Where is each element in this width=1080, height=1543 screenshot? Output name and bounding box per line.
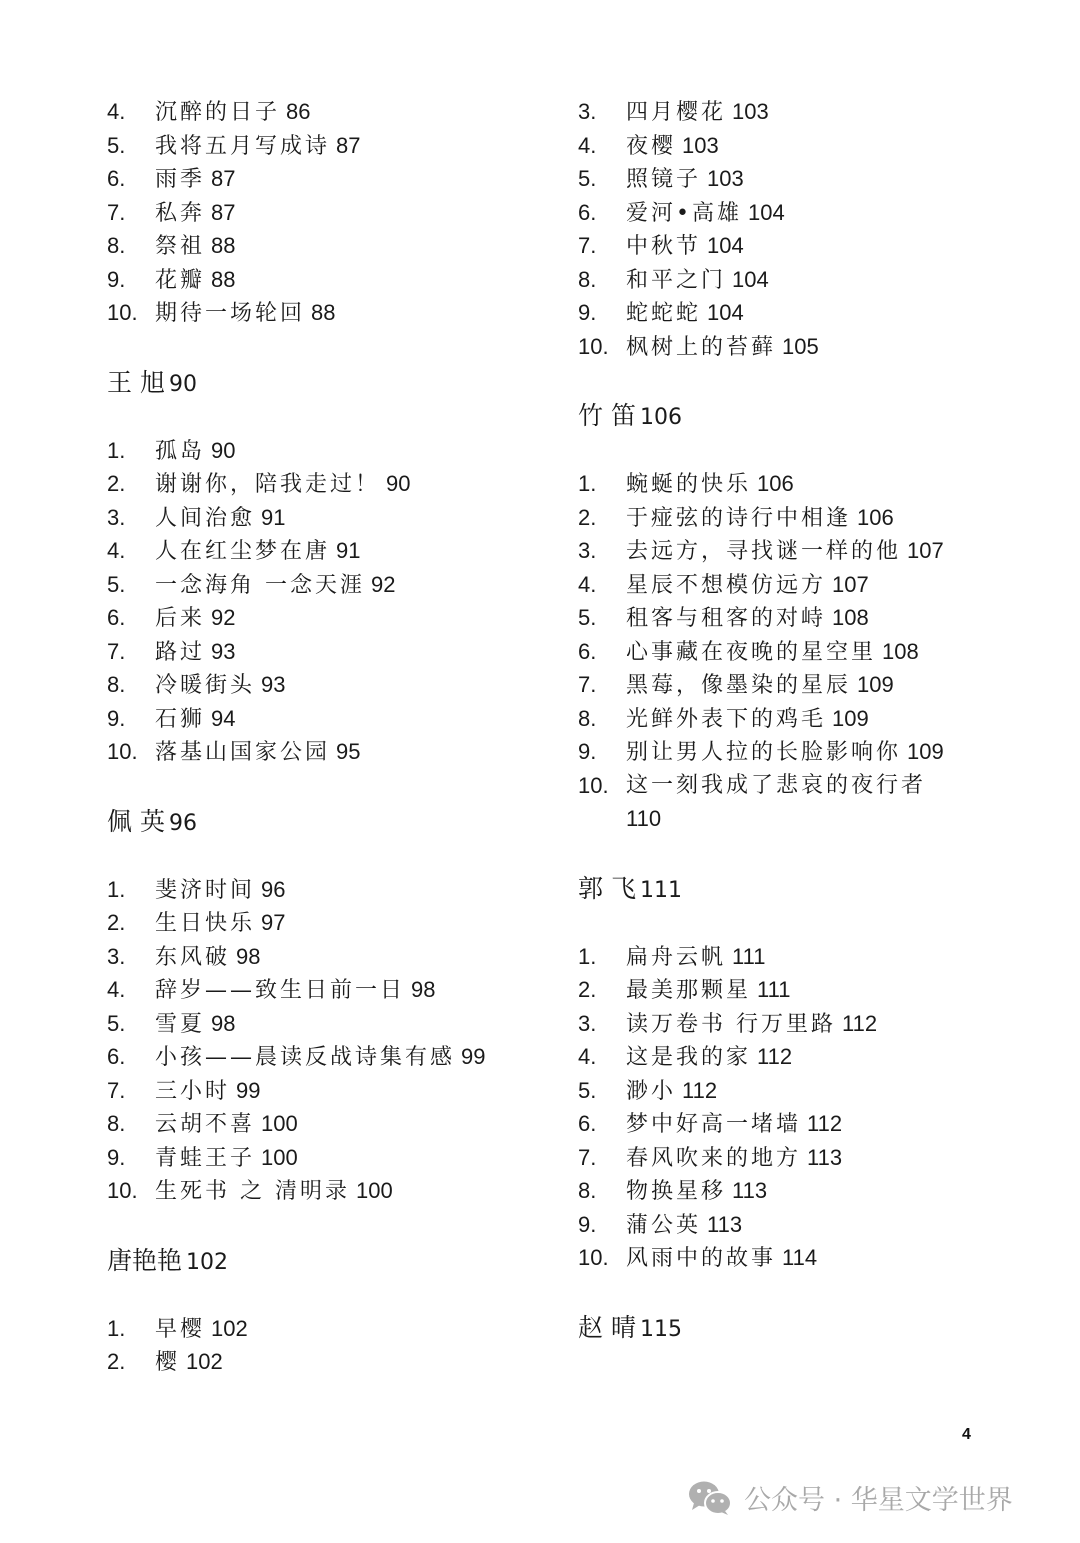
entry-page: 99 (461, 1044, 486, 1069)
watermark-text: 公众号 · 华星文学世界 (744, 1485, 1013, 1516)
entry-title: 孤岛 (155, 438, 206, 464)
author-heading (578, 399, 998, 433)
entry-title: 东风破 (155, 944, 231, 970)
author-page: 115 (639, 1316, 682, 1342)
toc-entry (578, 1040, 998, 1074)
toc-entry (107, 534, 547, 568)
author-page: 90 (168, 371, 197, 397)
toc-entry (578, 635, 998, 669)
author-name: 佩 英 (107, 806, 165, 836)
entry-number: 9. (107, 266, 126, 292)
entry-number: 9. (578, 1211, 597, 1237)
entry-title: 雪夏 (155, 1011, 206, 1037)
entry-number: 6. (578, 199, 597, 225)
toc-entry (578, 702, 998, 736)
entry-title: 石狮 (155, 706, 206, 732)
toc-entry (578, 534, 998, 568)
entry-page: 112 (807, 1111, 843, 1136)
entry-title: 辞岁——致生日前一日 (155, 978, 406, 1003)
entry-title: 扁舟云帆 (626, 944, 727, 970)
entry-title: 中秋节 (626, 234, 702, 259)
toc-entry (578, 1174, 998, 1208)
entry-page: 112 (757, 1044, 793, 1069)
entry-number: 6. (107, 166, 126, 191)
toc-left-column (107, 95, 547, 1379)
entry-number: 6. (578, 1111, 597, 1136)
entry-title: 风雨中的故事 (626, 1246, 777, 1271)
entry-number: 9. (578, 300, 597, 325)
entry-title: 人在红尘梦在唐 (155, 539, 331, 564)
entry-number: 10. (107, 300, 138, 325)
entry-number: 8. (107, 672, 126, 697)
entry-page: 88 (211, 233, 236, 258)
entry-title: 和平之门 (626, 267, 727, 293)
entry-number: 7. (578, 233, 597, 258)
entry-page: 103 (732, 99, 769, 124)
toc-entry (107, 296, 547, 330)
entry-page: 106 (757, 471, 794, 496)
entry-page: 90 (211, 437, 236, 463)
entry-page: 111 (757, 977, 791, 1002)
entry-number: 3. (107, 504, 126, 530)
toc-entry (578, 973, 998, 1007)
entry-title: 生死书 之 清明录 (155, 1179, 350, 1204)
entry-title: 夜樱 (626, 133, 677, 159)
entry-title: 于痖弦的诗行中相逢 (626, 505, 852, 531)
toc-entry (107, 735, 547, 769)
toc-entry (578, 1107, 998, 1141)
entry-number: 8. (578, 1178, 597, 1203)
entry-page: 98 (211, 1010, 236, 1036)
entry-page: 100 (356, 1178, 393, 1203)
entry-page: 92 (211, 605, 236, 630)
entry-number: 4. (107, 538, 126, 563)
entry-number: 5. (578, 1077, 597, 1103)
entry-page: 109 (857, 672, 894, 697)
toc-entry (107, 501, 547, 535)
toc-entry (107, 1141, 547, 1175)
entry-title: 租客与租客的对峙 (626, 606, 827, 631)
entry-title: 云胡不喜 (155, 1112, 256, 1137)
entry-page: 98 (236, 943, 261, 969)
toc-entry (578, 95, 998, 129)
entry-page: 94 (211, 705, 236, 731)
entry-title: 早樱 (155, 1316, 206, 1342)
entry-page: 100 (261, 1144, 298, 1170)
entry-page: 109 (832, 705, 869, 731)
entry-title: 去远方，寻找谜一样的他 (626, 539, 902, 564)
entry-page: 87 (336, 132, 361, 158)
entry-number: 10. (578, 1245, 609, 1270)
entry-number: 7. (107, 1077, 126, 1103)
entry-title: 渺小 (626, 1078, 677, 1104)
entry-number: 2. (107, 471, 126, 496)
entry-page: 113 (732, 1178, 768, 1203)
watermark (688, 1478, 1013, 1517)
toc-entry (578, 1074, 998, 1108)
entry-title: 蒲公英 (626, 1212, 702, 1238)
toc-entry (107, 196, 547, 230)
entry-number: 8. (578, 266, 597, 292)
entry-title: 青蛙王子 (155, 1145, 256, 1171)
entry-title: 一念海角 一念天涯 (155, 572, 365, 598)
entry-title: 谢谢你，陪我走过！ (155, 472, 381, 497)
entry-number: 1. (578, 943, 597, 969)
author-heading (107, 1244, 547, 1278)
entry-number: 10. (578, 333, 609, 359)
entry-number: 1. (578, 471, 597, 496)
entry-page: 98 (411, 977, 436, 1002)
entry-page: 87 (211, 199, 236, 225)
entry-page: 96 (261, 876, 286, 902)
entry-number: 2. (107, 910, 126, 935)
toc-right-column (578, 95, 998, 1379)
entry-title: 三小时 (155, 1078, 231, 1104)
toc-entry (107, 906, 547, 940)
toc-entry (107, 1345, 547, 1379)
entry-number: 4. (107, 99, 126, 124)
entry-page: 106 (857, 504, 894, 530)
author-name: 王 旭 (107, 367, 165, 397)
toc-entry (107, 467, 547, 501)
entry-page: 111 (732, 943, 766, 969)
toc-entry (578, 196, 998, 230)
entry-title: 斐济时间 (155, 877, 256, 903)
toc-entry (107, 263, 547, 297)
toc-entry (107, 568, 547, 602)
entry-title: 生日快乐 (155, 911, 256, 936)
entry-number: 10. (107, 1178, 138, 1203)
entry-number: 7. (578, 672, 597, 697)
entry-number: 5. (578, 605, 597, 630)
entry-title: 梦中好高一堵墙 (626, 1112, 802, 1137)
entry-page: 103 (707, 166, 744, 191)
entry-number: 10. (578, 772, 609, 798)
toc-entry (107, 129, 547, 163)
entry-title: 这是我的家 (626, 1045, 752, 1070)
entry-number: 6. (578, 638, 597, 664)
entry-page: 92 (371, 571, 396, 597)
entry-number: 6. (107, 605, 126, 630)
entry-number: 3. (578, 99, 597, 124)
entry-number: 3. (107, 943, 126, 969)
entry-number: 8. (578, 705, 597, 731)
toc-entry (578, 769, 998, 836)
author-heading (107, 805, 547, 839)
entry-page: 95 (336, 739, 361, 764)
entry-title: 私奔 (155, 200, 206, 226)
entry-title: 这一刻我成了悲哀的夜行者 (626, 772, 927, 798)
entry-title: 读万卷书 行万里路 (626, 1011, 836, 1037)
entry-page: 107 (832, 571, 869, 597)
toc-entry (578, 501, 998, 535)
entry-page: 88 (211, 266, 236, 292)
entry-title: 爱河•高雄 (626, 200, 742, 226)
entry-page: 103 (682, 132, 719, 158)
toc-entry (578, 668, 998, 702)
entry-page: 93 (211, 638, 236, 664)
author-name: 郭 飞 (578, 873, 636, 903)
entry-number: 9. (578, 739, 597, 764)
entry-page: 113 (807, 1144, 843, 1170)
toc-entry (578, 1208, 998, 1242)
entry-title: 蛇蛇蛇 (626, 301, 702, 326)
entry-title: 光鲜外表下的鸡毛 (626, 706, 827, 732)
entry-number: 7. (578, 1144, 597, 1170)
entry-title: 小孩——晨读反战诗集有感 (155, 1045, 456, 1070)
toc-entry (578, 162, 998, 196)
wechat-icon (688, 1480, 732, 1516)
toc-entry (107, 635, 547, 669)
entry-title: 最美那颗星 (626, 978, 752, 1003)
entry-number: 2. (107, 1349, 126, 1374)
page-number: 4 (962, 1426, 971, 1443)
toc-entry (107, 1174, 547, 1208)
toc-entry (107, 1107, 547, 1141)
entry-number: 4. (578, 1044, 597, 1069)
entry-number: 7. (107, 199, 126, 225)
entry-page: 86 (286, 99, 311, 124)
toc-entry (107, 434, 547, 468)
entry-title: 春风吹来的地方 (626, 1145, 802, 1171)
toc-entry (107, 229, 547, 263)
toc-entry (107, 95, 547, 129)
entry-page: 109 (907, 739, 944, 764)
toc-entry (107, 1074, 547, 1108)
toc-entry (578, 568, 998, 602)
entry-title: 期待一场轮回 (155, 301, 306, 326)
entry-number: 5. (107, 1010, 126, 1036)
entry-page: 104 (732, 266, 769, 292)
entry-title: 后来 (155, 606, 206, 631)
author-heading (578, 872, 998, 906)
entry-page: 100 (261, 1111, 298, 1136)
entry-title: 蜿蜒的快乐 (626, 472, 752, 497)
author-name: 竹 笛 (578, 401, 636, 430)
entry-number: 9. (107, 1144, 126, 1170)
entry-page: 97 (261, 910, 286, 935)
entry-page: 112 (682, 1077, 718, 1103)
author-heading (578, 1311, 998, 1345)
entry-page: 112 (842, 1010, 878, 1036)
entry-number: 9. (107, 705, 126, 731)
toc-entry (578, 129, 998, 163)
entry-page: 91 (336, 538, 361, 563)
toc-entry (107, 702, 547, 736)
toc-entry (107, 973, 547, 1007)
entry-title: 照镜子 (626, 167, 702, 192)
entry-page: 102 (186, 1349, 223, 1374)
entry-title: 黑莓，像墨染的星辰 (626, 673, 852, 698)
toc-entry (578, 296, 998, 330)
toc-entry (578, 263, 998, 297)
entry-page: 104 (747, 199, 785, 225)
author-name: 赵 晴 (578, 1312, 636, 1342)
toc-entry (578, 229, 998, 263)
toc-entry (578, 330, 998, 364)
entry-number: 10. (107, 739, 138, 764)
entry-title: 路过 (155, 639, 206, 665)
toc-entry (578, 1241, 998, 1275)
entry-page: 105 (782, 333, 819, 359)
toc-entry (107, 873, 547, 907)
entry-title: 落基山国家公园 (155, 740, 331, 765)
entry-number: 1. (107, 437, 126, 463)
entry-page: 110 (626, 806, 662, 831)
entry-page: 93 (261, 672, 286, 697)
toc-entry (578, 1007, 998, 1041)
author-page: 96 (168, 810, 197, 836)
entry-title: 星辰不想模仿远方 (626, 572, 827, 598)
entry-number: 5. (107, 571, 126, 597)
entry-number: 4. (578, 571, 597, 597)
entry-number: 5. (107, 132, 126, 158)
toc-entry (107, 162, 547, 196)
entry-number: 3. (578, 1010, 597, 1036)
entry-page: 102 (211, 1315, 248, 1341)
entry-title: 四月樱花 (626, 100, 727, 125)
entry-page: 108 (832, 605, 869, 630)
entry-title: 枫树上的苔藓 (626, 334, 777, 360)
toc-entry (107, 601, 547, 635)
entry-title: 冷暖街头 (155, 673, 256, 698)
entry-number: 1. (107, 1315, 126, 1341)
toc-entry (578, 467, 998, 501)
toc-entry (578, 1141, 998, 1175)
entry-title: 花瓣 (155, 267, 206, 293)
entry-title: 心事藏在夜晚的星空里 (626, 639, 877, 665)
entry-page: 108 (882, 638, 919, 664)
author-page: 111 (639, 877, 682, 903)
entry-page: 104 (707, 300, 744, 325)
entry-title: 雨季 (155, 167, 206, 192)
entry-number: 2. (578, 504, 597, 530)
author-page: 106 (639, 405, 682, 430)
entry-page: 107 (907, 538, 944, 563)
toc-entry (578, 940, 998, 974)
entry-number: 3. (578, 538, 597, 563)
toc-entry (578, 735, 998, 769)
entry-number: 4. (578, 132, 597, 158)
entry-number: 8. (107, 1111, 126, 1136)
entry-title: 物换星移 (626, 1179, 727, 1204)
entry-title: 祭祖 (155, 234, 206, 259)
entry-number: 6. (107, 1044, 126, 1069)
entry-number: 8. (107, 233, 126, 258)
toc-entry (107, 668, 547, 702)
entry-page: 113 (707, 1211, 743, 1237)
toc-entry (107, 940, 547, 974)
entry-title: 樱 (155, 1350, 181, 1375)
entry-page: 87 (211, 166, 236, 191)
entry-number: 7. (107, 638, 126, 664)
entry-title: 人间治愈 (155, 505, 256, 531)
entry-number: 1. (107, 876, 126, 902)
toc-entry (578, 601, 998, 635)
entry-page: 88 (311, 300, 336, 325)
author-page: 102 (186, 1249, 229, 1275)
entry-page: 99 (236, 1077, 261, 1103)
entry-page: 104 (707, 233, 744, 258)
entry-page: 114 (782, 1245, 818, 1270)
author-heading (107, 366, 547, 400)
entry-title: 我将五月写成诗 (155, 133, 331, 159)
entry-title: 别让男人拉的长脸影响你 (626, 740, 902, 765)
entry-number: 2. (578, 977, 597, 1002)
entry-number: 4. (107, 977, 126, 1002)
entry-page: 91 (261, 504, 286, 530)
toc-entry (107, 1312, 547, 1346)
toc-entry (107, 1007, 547, 1041)
entry-page: 90 (386, 471, 411, 496)
entry-title: 沉醉的日子 (155, 100, 281, 125)
toc-entry (107, 1040, 547, 1074)
author-name: 唐艳艳 (107, 1245, 183, 1275)
entry-number: 5. (578, 166, 597, 191)
